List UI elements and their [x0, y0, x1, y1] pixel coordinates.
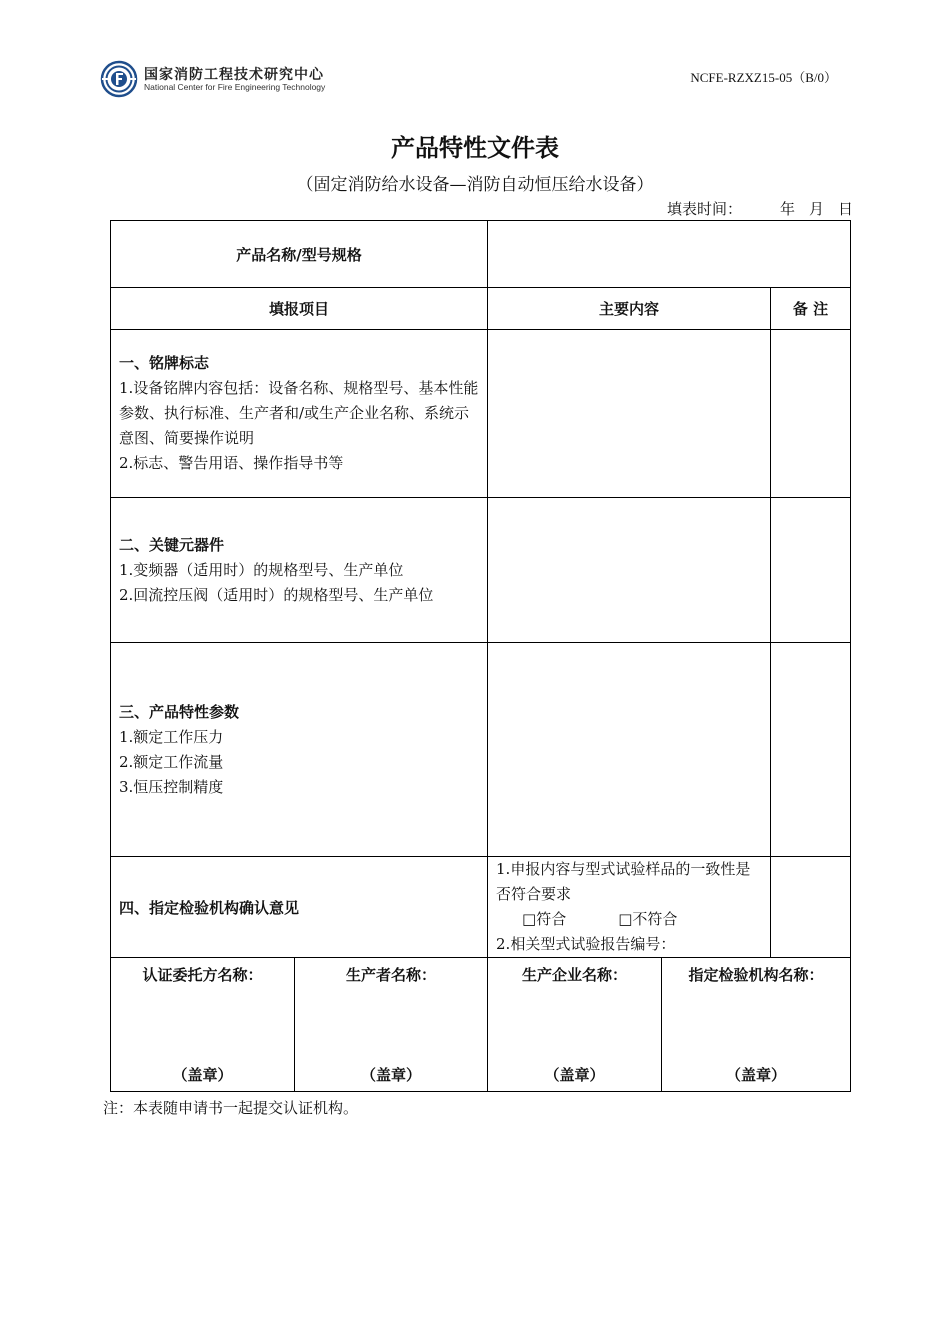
- fill-time: [667, 198, 853, 219]
- fill-time-year: 年: [779, 200, 795, 218]
- confirm-line-2: 2.相关型式试验报告编号：: [496, 935, 676, 953]
- confirm-options: [496, 907, 762, 932]
- logo: [100, 60, 360, 100]
- ncfe-logo-icon: [100, 60, 138, 98]
- logo-chinese-name: 国家消防工程技术研究中心: [144, 67, 324, 83]
- signature-label: 生产者名称：: [346, 966, 437, 984]
- col-header-remark: 备 注: [771, 288, 851, 330]
- signature-client[interactable]: [111, 958, 295, 1092]
- signature-label: 生产企业名称：: [522, 966, 628, 984]
- remark-cell[interactable]: [771, 643, 851, 857]
- page-subtitle: （固定消防给水设备—消防自动恒压给水设备）: [296, 175, 654, 195]
- remark-cell[interactable]: [771, 498, 851, 643]
- fill-time-day: 日: [837, 200, 853, 218]
- section-nameplate: [111, 330, 488, 498]
- fill-time-label: 填表时间：: [666, 200, 742, 218]
- page-title: 产品特性文件表: [391, 134, 559, 162]
- product-name-label: 产品名称/型号规格: [111, 221, 488, 288]
- section-line: 1.变频器（适用时）的规格型号、生产单位: [119, 560, 404, 579]
- signature-stamp: （盖章）: [726, 1066, 787, 1084]
- content-cell[interactable]: [488, 498, 771, 643]
- product-characteristics-table: [110, 220, 851, 1092]
- col-header-item: 填报项目: [111, 288, 488, 330]
- signature-label: 认证委托方名称：: [142, 966, 263, 984]
- option-conform-checkbox[interactable]: □符合: [522, 910, 567, 928]
- remark-cell[interactable]: [771, 330, 851, 498]
- section-line: 2.标志、警告用语、操作指导书等: [119, 454, 344, 472]
- signature-inspection-body[interactable]: [662, 958, 851, 1092]
- section-characteristic-params: [111, 643, 488, 857]
- document-number: NCFE-RZXZ15-05（B/0）: [690, 70, 837, 85]
- section-head: 一、铭牌标志: [119, 354, 210, 372]
- section-line: 2.回流控压阀（适用时）的规格型号、生产单位: [119, 585, 434, 604]
- footnote: 注：本表随申请书一起提交认证机构。: [103, 1099, 359, 1117]
- signature-label: 指定检验机构名称：: [688, 966, 824, 984]
- confirm-opinion-cell: [488, 857, 771, 958]
- confirm-line-1: 1.申报内容与型式试验样品的一致性是否符合要求: [496, 860, 751, 903]
- remark-cell[interactable]: [771, 857, 851, 958]
- option-nonconform-checkbox[interactable]: □不符合: [618, 910, 678, 928]
- product-name-value[interactable]: [488, 221, 851, 288]
- section-confirm-head: 四、指定检验机构确认意见: [111, 857, 488, 958]
- logo-english-name: National Center for Fire Engineering Technology: [144, 82, 326, 92]
- signature-stamp: （盖章）: [544, 1066, 605, 1084]
- col-header-content: 主要内容: [488, 288, 771, 330]
- section-line: 1.额定工作压力: [119, 727, 224, 746]
- content-cell[interactable]: [488, 330, 771, 498]
- section-key-components: [111, 498, 488, 643]
- content-cell[interactable]: [488, 643, 771, 857]
- signature-stamp: （盖章）: [361, 1066, 422, 1084]
- section-head: 三、产品特性参数: [119, 702, 240, 721]
- section-line: 2.额定工作流量: [119, 752, 224, 771]
- section-head: 二、关键元器件: [119, 535, 225, 554]
- section-line: 1.设备铭牌内容包括：设备名称、规格型号、基本性能参数、执行标准、生产者和/或生产企业名称、系统示意图、简要操作说明: [119, 379, 479, 447]
- section-line: 3.恒压控制精度: [119, 777, 224, 796]
- signature-manufacturer[interactable]: [488, 958, 662, 1092]
- signature-stamp: （盖章）: [172, 1066, 233, 1084]
- signature-producer[interactable]: [295, 958, 488, 1092]
- fill-time-month: 月: [808, 200, 824, 218]
